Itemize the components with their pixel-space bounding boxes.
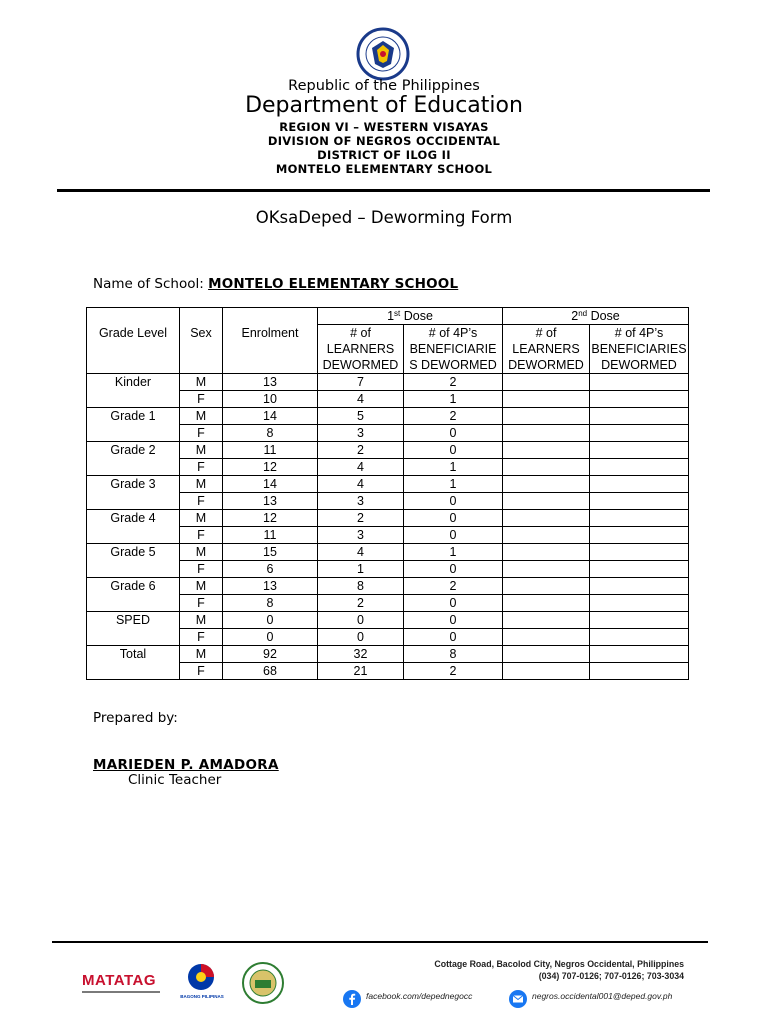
division-line: DIVISION OF NEGROS OCCIDENTAL — [267, 134, 501, 148]
fourps-dose1-cell: 1 — [404, 391, 503, 408]
fourps-dose1-cell: 1 — [404, 459, 503, 476]
fourps-dose2-cell — [590, 442, 689, 459]
learners-dose2-cell — [503, 612, 590, 629]
grade-level-cell: Grade 1 — [87, 408, 180, 442]
fourps-dose1-cell: 0 — [404, 442, 503, 459]
bagong-pilipinas-text: BAGONG PILIPINAS — [180, 994, 224, 999]
learners-dose1-cell: 7 — [318, 374, 404, 391]
fourps-dose2-cell — [590, 646, 689, 663]
learners-dose1-cell: 8 — [318, 578, 404, 595]
enrolment-cell: 11 — [223, 442, 318, 459]
fourps-dose2-cell — [590, 408, 689, 425]
email-link[interactable]: negros.occidental001@deped.gov.ph — [532, 991, 673, 1001]
learners-dose2-cell — [503, 442, 590, 459]
sex-cell: M — [180, 510, 223, 527]
learners-dose1-cell: 2 — [318, 442, 404, 459]
fourps-dose2-cell — [590, 561, 689, 578]
learners-dose2-cell — [503, 459, 590, 476]
fourps-dose1-cell: 0 — [404, 493, 503, 510]
fourps-dose2-cell — [590, 595, 689, 612]
learners-dose1-cell: 4 — [318, 476, 404, 493]
grade-level-cell: Grade 3 — [87, 476, 180, 510]
learners-dose2-cell — [503, 527, 590, 544]
col-4ps-dose1: # of 4P’s BENEFICIARIE S DEWORMED — [404, 325, 503, 374]
header-divider — [57, 189, 710, 192]
col-sex: Sex — [180, 308, 223, 374]
fourps-dose2-cell — [590, 612, 689, 629]
republic-line: Republic of the Philippines — [288, 78, 480, 94]
grade-level-cell: SPED — [87, 612, 180, 646]
learners-dose2-cell — [503, 578, 590, 595]
learners-dose2-cell — [503, 595, 590, 612]
fourps-dose1-cell: 2 — [404, 408, 503, 425]
sex-cell: M — [180, 442, 223, 459]
region-line: REGION VI – WESTERN VISAYAS — [279, 120, 489, 134]
learners-dose2-cell — [503, 391, 590, 408]
fourps-dose2-cell — [590, 374, 689, 391]
learners-dose1-cell: 4 — [318, 544, 404, 561]
enrolment-cell: 8 — [223, 595, 318, 612]
sex-cell: M — [180, 612, 223, 629]
fourps-dose1-cell: 8 — [404, 646, 503, 663]
learners-dose1-cell: 3 — [318, 425, 404, 442]
enrolment-cell: 13 — [223, 578, 318, 595]
deworming-table — [86, 307, 689, 680]
learners-dose2-cell — [503, 663, 590, 680]
prepared-by-label: Prepared by: — [93, 710, 178, 726]
fourps-dose1-cell: 1 — [404, 544, 503, 561]
school-label: Name of School: — [93, 276, 204, 292]
fourps-dose1-cell: 0 — [404, 595, 503, 612]
district-line: DISTRICT OF ILOG II — [317, 148, 451, 162]
enrolment-cell: 13 — [223, 374, 318, 391]
enrolment-cell: 15 — [223, 544, 318, 561]
fourps-dose1-cell: 2 — [404, 578, 503, 595]
learners-dose1-cell: 2 — [318, 595, 404, 612]
footer-phones: (034) 707-0126; 707-0126; 703-3034 — [538, 971, 684, 981]
fourps-dose1-cell: 0 — [404, 510, 503, 527]
col-second-dose: 2nd Dose — [503, 308, 689, 325]
learners-dose1-cell: 1 — [318, 561, 404, 578]
enrolment-cell: 0 — [223, 629, 318, 646]
fourps-dose1-cell: 0 — [404, 527, 503, 544]
facebook-icon — [343, 990, 361, 1008]
enrolment-cell: 13 — [223, 493, 318, 510]
learners-dose2-cell — [503, 425, 590, 442]
learners-dose1-cell: 32 — [318, 646, 404, 663]
school-name-value: MONTELO ELEMENTARY SCHOOL — [208, 276, 459, 292]
fourps-dose2-cell — [590, 544, 689, 561]
sex-cell: F — [180, 527, 223, 544]
sex-cell: F — [180, 595, 223, 612]
enrolment-cell: 68 — [223, 663, 318, 680]
sex-cell: M — [180, 544, 223, 561]
grade-level-cell: Total — [87, 646, 180, 680]
learners-dose2-cell — [503, 646, 590, 663]
fourps-dose2-cell — [590, 527, 689, 544]
learners-dose1-cell: 4 — [318, 459, 404, 476]
signatory-name: MARIEDEN P. AMADORA — [93, 757, 279, 773]
table-row — [87, 408, 689, 425]
learners-dose1-cell: 0 — [318, 612, 404, 629]
learners-dose2-cell — [503, 544, 590, 561]
enrolment-cell: 92 — [223, 646, 318, 663]
learners-dose2-cell — [503, 629, 590, 646]
matatag-tagline-icon — [82, 989, 162, 995]
fourps-dose1-cell: 1 — [404, 476, 503, 493]
fourps-dose2-cell — [590, 476, 689, 493]
fourps-dose2-cell — [590, 391, 689, 408]
grade-level-cell: Kinder — [87, 374, 180, 408]
learners-dose1-cell: 3 — [318, 493, 404, 510]
footer-divider — [52, 941, 708, 943]
fourps-dose1-cell: 0 — [404, 612, 503, 629]
fourps-dose2-cell — [590, 629, 689, 646]
learners-dose1-cell: 5 — [318, 408, 404, 425]
fourps-dose2-cell — [590, 459, 689, 476]
footer-address: Cottage Road, Bacolod City, Negros Occidental, Philippines — [434, 959, 684, 969]
enrolment-cell: 8 — [223, 425, 318, 442]
col-enrolment: Enrolment — [223, 308, 318, 374]
learners-dose2-cell — [503, 493, 590, 510]
form-title: OKsaDeped – Deworming Form — [255, 208, 513, 227]
fourps-dose2-cell — [590, 493, 689, 510]
facebook-link[interactable]: facebook.com/depednegocc — [366, 991, 473, 1001]
sex-cell: F — [180, 425, 223, 442]
signatory-role: Clinic Teacher — [128, 772, 222, 788]
sex-cell: M — [180, 476, 223, 493]
enrolment-cell: 14 — [223, 476, 318, 493]
learners-dose1-cell: 2 — [318, 510, 404, 527]
grade-level-cell: Grade 4 — [87, 510, 180, 544]
learners-dose2-cell — [503, 476, 590, 493]
sex-cell: M — [180, 374, 223, 391]
learners-dose1-cell: 3 — [318, 527, 404, 544]
sex-cell: F — [180, 663, 223, 680]
learners-dose2-cell — [503, 510, 590, 527]
school-line: MONTELO ELEMENTARY SCHOOL — [275, 162, 493, 176]
matatag-logo: MATATAG — [82, 972, 157, 989]
learners-dose1-cell: 4 — [318, 391, 404, 408]
enrolment-cell: 0 — [223, 612, 318, 629]
learners-dose1-cell: 21 — [318, 663, 404, 680]
learners-dose2-cell — [503, 408, 590, 425]
deped-seal-icon — [346, 26, 420, 82]
learners-dose2-cell — [503, 374, 590, 391]
table-row — [87, 476, 689, 493]
enrolment-cell: 11 — [223, 527, 318, 544]
department-title: Department of Education — [245, 93, 523, 118]
fourps-dose1-cell: 2 — [404, 374, 503, 391]
learners-dose1-cell: 0 — [318, 629, 404, 646]
enrolment-cell: 6 — [223, 561, 318, 578]
col-first-dose: 1st Dose — [318, 308, 503, 325]
sex-cell: F — [180, 561, 223, 578]
col-4ps-dose2: # of 4P’s BENEFICIARIES DEWORMED — [591, 326, 687, 372]
fourps-dose2-cell — [590, 425, 689, 442]
sex-cell: F — [180, 629, 223, 646]
school-name-row — [93, 276, 458, 292]
sex-cell: M — [180, 578, 223, 595]
fourps-dose1-cell: 0 — [404, 561, 503, 578]
enrolment-cell: 10 — [223, 391, 318, 408]
grade-level-cell: Grade 2 — [87, 442, 180, 476]
col-learners-dose2: # of LEARNERS DEWORMED — [503, 325, 590, 374]
fourps-dose1-cell: 0 — [404, 425, 503, 442]
table-row — [87, 510, 689, 527]
enrolment-cell: 12 — [223, 510, 318, 527]
division-seal-icon — [238, 961, 288, 1005]
col-grade-level: Grade Level — [87, 308, 180, 374]
fourps-dose2-cell — [590, 578, 689, 595]
learners-dose2-cell — [503, 561, 590, 578]
fourps-dose1-cell: 2 — [404, 663, 503, 680]
fourps-dose2-cell — [590, 510, 689, 527]
enrolment-cell: 12 — [223, 459, 318, 476]
fourps-dose1-cell: 0 — [404, 629, 503, 646]
table-row — [87, 442, 689, 459]
grade-level-cell: Grade 5 — [87, 544, 180, 578]
table-row — [87, 578, 689, 595]
mail-icon — [509, 990, 527, 1008]
enrolment-cell: 14 — [223, 408, 318, 425]
table-row — [87, 612, 689, 629]
footer-contact — [434, 958, 684, 982]
sex-cell: M — [180, 646, 223, 663]
sex-cell: F — [180, 391, 223, 408]
table-row — [87, 646, 689, 663]
sex-cell: F — [180, 493, 223, 510]
table-row — [87, 544, 689, 561]
table-row — [87, 374, 689, 391]
col-learners-dose1: # of LEARNERS DEWORMED — [318, 325, 404, 374]
grade-level-cell: Grade 6 — [87, 578, 180, 612]
sex-cell: M — [180, 408, 223, 425]
fourps-dose2-cell — [590, 663, 689, 680]
sex-cell: F — [180, 459, 223, 476]
